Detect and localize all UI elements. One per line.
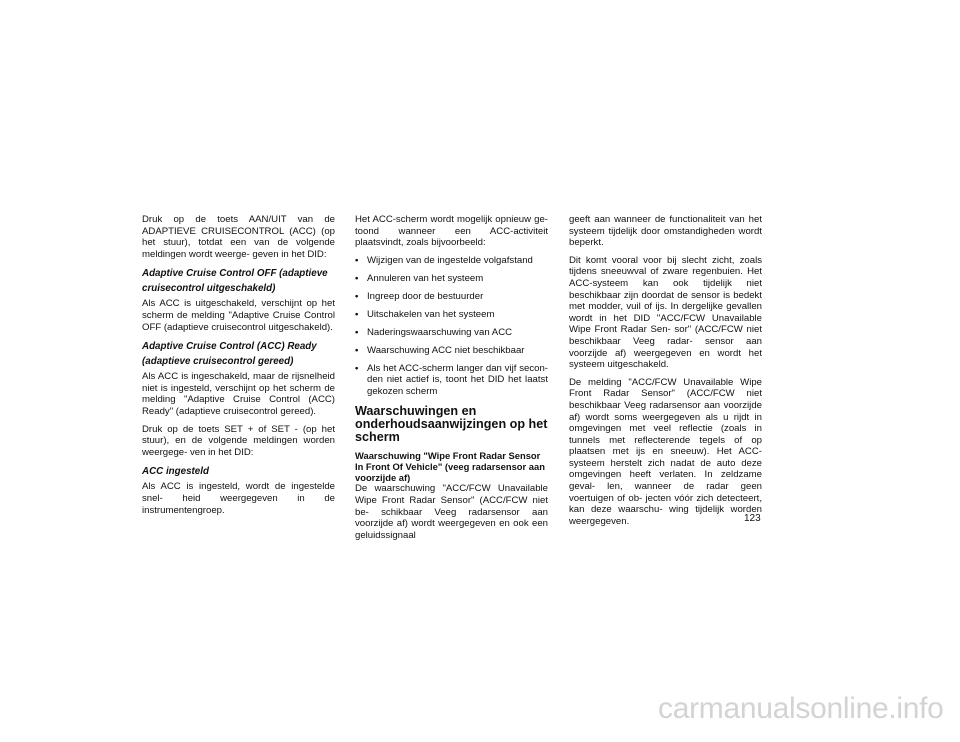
list-item-text: Annuleren van het systeem (367, 272, 484, 284)
list-item-text: Naderingswaarschuwing van ACC (367, 326, 513, 338)
bullet-icon: • (355, 344, 359, 356)
watermark: carmanualsonline.info (658, 692, 944, 725)
paragraph: Als ACC is ingeschakeld, maar de rijsnelheid niet is ingesteld, verschijnt op het scherm de melding "Adaptive Cruise Control (ACC) Ready" (adaptieve cruisecontrol gereed). (142, 371, 335, 417)
bullet-icon: • (355, 272, 359, 284)
bullet-list (355, 255, 548, 398)
subsection-title: ACC ingesteld (142, 466, 209, 478)
paragraph: Druk op de toets SET + of SET - (op het stuur), en de volgende meldingen worden weergege- ven in het DID: (142, 423, 335, 458)
list-item (355, 363, 548, 398)
list-item (355, 255, 548, 267)
paragraph: Het ACC-scherm wordt mogelijk opnieuw ge- toond wanneer een ACC-activiteit plaatsvindt, zoals bijvoorbeeld: (355, 214, 548, 249)
paragraph: Druk op de toets AAN/UIT van de ADAPTIEVE CRUISECONTROL (ACC) (op het stuur), totdat een van de volgende meldingen wordt weerge- geven in het DID: (142, 214, 335, 260)
bullet-icon: • (355, 290, 359, 302)
bullet-icon: • (355, 326, 359, 338)
paragraph: Dit komt vooral voor bij slecht zicht, zoals tijdens sneeuwval of zware regenbuien. Het ACC-systeem kan ook tijdelijk niet beschikbaar zijn doordat de sensor is bedekt met modder, vuil of ijs. In dergelijke gevallen wordt in het DID "ACC/FCW Unavailable Wipe Front Radar Sen- sor" (ACC/FCW niet beschikbaar Veeg radar- sensor aan voorzijde af) weergegeven en wordt het systeem uitgeschakeld. (569, 254, 762, 371)
section-heading: Waarschuwingen en onderhoudsaanwijzingen op het scherm (355, 404, 548, 445)
column-right (569, 214, 762, 533)
list-item (355, 345, 548, 357)
bullet-icon: • (355, 362, 359, 374)
bullet-icon: • (355, 254, 359, 266)
list-item (355, 309, 548, 321)
paragraph: Als ACC is uitgeschakeld, verschijnt op het scherm de melding "Adaptive Cruise Control OFF (adaptieve cruisecontrol uitgeschakeld). (142, 298, 335, 333)
subsection-title: Adaptive Cruise Control (ACC) Ready (adaptieve cruisecontrol gereed) (142, 341, 317, 368)
warning-subheading: Waarschuwing "Wipe Front Radar Sensor In Front Of Vehicle" (veeg radarsensor aan voorzijde af) (355, 450, 545, 484)
list-item-text: Als het ACC-scherm langer dan vijf secon- den niet actief is, toont het DID het laatst gekozen scherm (367, 362, 548, 397)
list-item (355, 327, 548, 339)
paragraph: De waarschuwing "ACC/FCW Unavailable Wipe Front Radar Sensor" (ACC/FCW niet be- schikbaar Veeg radarsensor aan voorzijde af) wordt weergegeven en ook een geluidssignaal (355, 483, 548, 541)
page-number: 123 (744, 513, 761, 524)
list-item-text: Waarschuwing ACC niet beschikbaar (367, 344, 525, 356)
subsection-title: Adaptive Cruise Control OFF (adaptieve cruisecontrol uitgeschakeld) (142, 268, 328, 295)
list-item (355, 273, 548, 285)
column-middle (355, 214, 548, 547)
column-left (142, 214, 335, 522)
bullet-icon: • (355, 308, 359, 320)
list-item-text: Uitschakelen van het systeem (367, 308, 495, 320)
list-item-text: Ingreep door de bestuurder (367, 290, 484, 302)
list-item-text: Wijzigen van de ingestelde volgafstand (367, 254, 533, 266)
paragraph: geeft aan wanneer de functionaliteit van het systeem tijdelijk door omstandigheden wordt beperkt. (569, 214, 762, 249)
list-item (355, 291, 548, 303)
paragraph: Als ACC is ingesteld, wordt de ingestelde snel- heid weergegeven in de instrumentengroep. (142, 481, 335, 516)
paragraph: De melding "ACC/FCW Unavailable Wipe Front Radar Sensor" (ACC/FCW niet beschikbaar Veeg radarsensor aan voorzijde af) wordt soms weergegeven als u rijdt in omgevingen met veel reflectie (zoals in tunnels met reflecterende tegels of op plaatsen met ijs en sneeuw). Het ACC-systeem herstelt zich nadat de auto deze omgevingen heeft verlaten. In zeldzame geval- len, wanneer de radar geen voertuigen of ob- jecten vóór zich detecteert, kan deze waarschu- wing tijdelijk worden weergegeven. (569, 376, 762, 527)
